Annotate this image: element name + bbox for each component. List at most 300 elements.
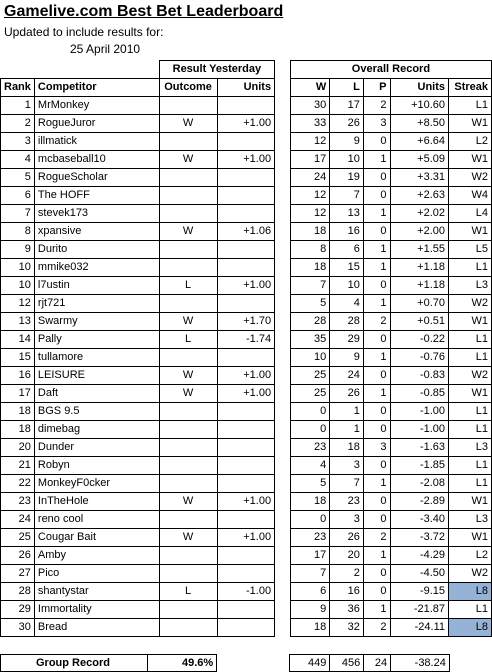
competitor-cell: illmatick xyxy=(34,133,159,151)
outcome-cell xyxy=(159,259,217,277)
losses-cell: 26 xyxy=(330,115,364,133)
competitor-cell: LEISURE xyxy=(34,367,159,385)
units-cell: -4.29 xyxy=(390,547,449,565)
table-row xyxy=(1,133,492,151)
units-yesterday-cell xyxy=(217,169,275,187)
table-row xyxy=(1,169,492,187)
competitor-cell: reno cool xyxy=(34,511,159,529)
competitor-cell: MonkeyF0cker xyxy=(34,475,159,493)
header-streak: Streak xyxy=(449,79,492,97)
losses-cell: 1 xyxy=(330,403,364,421)
table-row xyxy=(1,331,492,349)
rank-cell: 6 xyxy=(1,187,35,205)
losses-cell: 3 xyxy=(330,511,364,529)
table-row xyxy=(1,475,492,493)
streak-cell: W2 xyxy=(449,169,492,187)
rank-cell: 18 xyxy=(1,421,35,439)
outcome-cell xyxy=(159,547,217,565)
competitor-cell: Cougar Bait xyxy=(34,529,159,547)
units-yesterday-cell xyxy=(217,475,275,493)
outcome-cell xyxy=(159,439,217,457)
wins-cell: 35 xyxy=(290,331,329,349)
losses-cell: 19 xyxy=(330,169,364,187)
header-losses: L xyxy=(330,79,364,97)
rank-cell: 13 xyxy=(1,313,35,331)
units-cell: +2.63 xyxy=(390,187,449,205)
streak-cell: L8 xyxy=(449,583,492,601)
streak-cell: L1 xyxy=(449,475,492,493)
table-row xyxy=(1,295,492,313)
group-record-footer xyxy=(0,654,492,672)
table-row xyxy=(1,619,492,637)
competitor-cell: Bread xyxy=(34,619,159,637)
pushes-cell: 0 xyxy=(363,565,390,583)
pushes-cell: 1 xyxy=(363,547,390,565)
pushes-cell: 1 xyxy=(363,151,390,169)
competitor-cell: stevek173 xyxy=(34,205,159,223)
competitor-cell: mmike032 xyxy=(34,259,159,277)
pushes-cell: 2 xyxy=(363,97,390,115)
losses-cell: 36 xyxy=(330,601,364,619)
losses-cell: 17 xyxy=(330,97,364,115)
rank-cell: 10 xyxy=(1,277,35,295)
outcome-cell: W xyxy=(159,367,217,385)
group-record-pct: 49.6% xyxy=(147,655,217,672)
outcome-cell xyxy=(159,295,217,313)
outcome-cell xyxy=(159,205,217,223)
units-cell: -24.11 xyxy=(390,619,449,637)
wins-cell: 5 xyxy=(290,475,329,493)
competitor-cell: Amby xyxy=(34,547,159,565)
table-row xyxy=(1,97,492,115)
streak-cell: L1 xyxy=(449,349,492,367)
streak-cell: W1 xyxy=(449,151,492,169)
header-units: Units xyxy=(390,79,449,97)
losses-cell: 32 xyxy=(330,619,364,637)
units-cell: +10.60 xyxy=(390,97,449,115)
spacer-cell xyxy=(275,493,291,511)
wins-cell: 0 xyxy=(290,403,329,421)
losses-cell: 15 xyxy=(330,259,364,277)
pushes-cell: 0 xyxy=(363,511,390,529)
streak-cell: W1 xyxy=(449,313,492,331)
outcome-cell xyxy=(159,475,217,493)
units-cell: +2.02 xyxy=(390,205,449,223)
competitor-cell: InTheHole xyxy=(34,493,159,511)
wins-cell: 18 xyxy=(290,223,329,241)
spacer-cell xyxy=(275,169,291,187)
units-yesterday-cell: +1.00 xyxy=(217,493,275,511)
group-result-yesterday: Result Yesterday xyxy=(159,61,274,79)
units-yesterday-cell xyxy=(217,241,275,259)
header-pushes: P xyxy=(363,79,390,97)
wins-cell: 18 xyxy=(290,619,329,637)
outcome-cell xyxy=(159,457,217,475)
rank-cell: 9 xyxy=(1,241,35,259)
group-record-losses: 456 xyxy=(330,655,364,672)
units-yesterday-cell xyxy=(217,295,275,313)
wins-cell: 0 xyxy=(290,511,329,529)
streak-cell: L1 xyxy=(449,457,492,475)
wins-cell: 5 xyxy=(290,295,329,313)
rank-cell: 20 xyxy=(1,439,35,457)
competitor-cell: MrMonkey xyxy=(34,97,159,115)
competitor-cell: xpansive xyxy=(34,223,159,241)
streak-cell: W2 xyxy=(449,295,492,313)
header-units-yesterday: Units xyxy=(217,79,275,97)
outcome-cell: W xyxy=(159,493,217,511)
spacer-cell xyxy=(275,259,291,277)
competitor-cell: Pally xyxy=(34,331,159,349)
group-overall-record: Overall Record xyxy=(290,61,491,79)
rank-cell: 27 xyxy=(1,565,35,583)
competitor-cell: l7ustin xyxy=(34,277,159,295)
units-cell: +0.51 xyxy=(390,313,449,331)
units-yesterday-cell: +1.06 xyxy=(217,223,275,241)
spacer-cell xyxy=(275,457,291,475)
wins-cell: 30 xyxy=(290,97,329,115)
streak-cell: L3 xyxy=(449,277,492,295)
table-row xyxy=(1,115,492,133)
table-row xyxy=(1,493,492,511)
wins-cell: 18 xyxy=(290,259,329,277)
units-yesterday-cell xyxy=(217,187,275,205)
outcome-cell xyxy=(159,403,217,421)
units-yesterday-cell xyxy=(217,511,275,529)
units-yesterday-cell xyxy=(217,97,275,115)
wins-cell: 9 xyxy=(290,601,329,619)
losses-cell: 1 xyxy=(330,421,364,439)
units-cell: +1.18 xyxy=(390,277,449,295)
rank-cell: 24 xyxy=(1,511,35,529)
outcome-cell: W xyxy=(159,151,217,169)
table-row xyxy=(1,241,492,259)
table-row xyxy=(1,403,492,421)
spacer-cell xyxy=(275,241,291,259)
table-row xyxy=(1,439,492,457)
spacer-cell xyxy=(275,475,291,493)
table-row xyxy=(1,259,492,277)
table-row xyxy=(1,457,492,475)
table-row xyxy=(1,511,492,529)
outcome-cell xyxy=(159,565,217,583)
units-cell: +1.18 xyxy=(390,259,449,277)
losses-cell: 20 xyxy=(330,547,364,565)
units-yesterday-cell: -1.74 xyxy=(217,331,275,349)
spacer-cell xyxy=(275,439,291,457)
competitor-cell: Daft xyxy=(34,385,159,403)
competitor-cell: tullamore xyxy=(34,349,159,367)
losses-cell: 7 xyxy=(330,475,364,493)
rank-cell: 22 xyxy=(1,475,35,493)
pushes-cell: 0 xyxy=(363,331,390,349)
table-row xyxy=(1,421,492,439)
pushes-cell: 0 xyxy=(363,457,390,475)
spacer-cell xyxy=(275,601,291,619)
rank-cell: 16 xyxy=(1,367,35,385)
streak-cell: W2 xyxy=(449,565,492,583)
competitor-cell: Swarmy xyxy=(34,313,159,331)
spacer-cell xyxy=(275,277,291,295)
table-row xyxy=(1,187,492,205)
table-row xyxy=(1,385,492,403)
update-note: Updated to include results for: xyxy=(4,25,164,39)
page-title: Gamelive.com Best Bet Leaderboard xyxy=(4,3,284,20)
units-yesterday-cell xyxy=(217,259,275,277)
table-row xyxy=(1,565,492,583)
outcome-cell xyxy=(159,133,217,151)
wins-cell: 10 xyxy=(290,349,329,367)
losses-cell: 24 xyxy=(330,367,364,385)
competitor-cell: Pico xyxy=(34,565,159,583)
units-cell: -4.50 xyxy=(390,565,449,583)
group-header-row xyxy=(1,61,492,79)
rank-cell: 14 xyxy=(1,331,35,349)
wins-cell: 7 xyxy=(290,565,329,583)
pushes-cell: 1 xyxy=(363,475,390,493)
wins-cell: 12 xyxy=(290,205,329,223)
pushes-cell: 1 xyxy=(363,601,390,619)
losses-cell: 23 xyxy=(330,493,364,511)
units-yesterday-cell xyxy=(217,457,275,475)
pushes-cell: 1 xyxy=(363,205,390,223)
streak-cell: L2 xyxy=(449,547,492,565)
wins-cell: 4 xyxy=(290,457,329,475)
competitor-cell: BGS 9.5 xyxy=(34,403,159,421)
header-outcome: Outcome xyxy=(159,79,217,97)
wins-cell: 28 xyxy=(290,313,329,331)
rank-cell: 3 xyxy=(1,133,35,151)
wins-cell: 17 xyxy=(290,151,329,169)
rank-cell: 1 xyxy=(1,97,35,115)
table-row xyxy=(1,313,492,331)
pushes-cell: 0 xyxy=(363,367,390,385)
outcome-cell xyxy=(159,169,217,187)
losses-cell: 16 xyxy=(330,583,364,601)
units-cell: +0.70 xyxy=(390,295,449,313)
pushes-cell: 2 xyxy=(363,619,390,637)
pushes-cell: 3 xyxy=(363,115,390,133)
outcome-cell xyxy=(159,97,217,115)
competitor-cell: RogueJuror xyxy=(34,115,159,133)
group-record-units: -38.24 xyxy=(391,655,450,672)
units-cell: -1.63 xyxy=(390,439,449,457)
spacer-cell xyxy=(275,187,291,205)
units-cell: +5.09 xyxy=(390,151,449,169)
outcome-cell: W xyxy=(159,115,217,133)
outcome-cell: L xyxy=(159,277,217,295)
losses-cell: 26 xyxy=(330,529,364,547)
units-yesterday-cell xyxy=(217,349,275,367)
outcome-cell xyxy=(159,187,217,205)
rank-cell: 28 xyxy=(1,583,35,601)
spacer-cell xyxy=(275,295,291,313)
losses-cell: 4 xyxy=(330,295,364,313)
units-yesterday-cell xyxy=(217,133,275,151)
table-row xyxy=(1,223,492,241)
wins-cell: 23 xyxy=(290,529,329,547)
table-row xyxy=(1,277,492,295)
group-record-label: Group Record xyxy=(1,655,148,672)
pushes-cell: 0 xyxy=(363,493,390,511)
losses-cell: 9 xyxy=(330,133,364,151)
rank-cell: 15 xyxy=(1,349,35,367)
streak-cell: L5 xyxy=(449,241,492,259)
leaderboard-table xyxy=(0,60,492,637)
spacer-cell xyxy=(275,205,291,223)
outcome-cell: L xyxy=(159,331,217,349)
wins-cell: 33 xyxy=(290,115,329,133)
streak-cell: L3 xyxy=(449,511,492,529)
losses-cell: 10 xyxy=(330,151,364,169)
streak-cell: L1 xyxy=(449,331,492,349)
streak-cell: L1 xyxy=(449,403,492,421)
streak-cell: W1 xyxy=(449,115,492,133)
units-yesterday-cell xyxy=(217,565,275,583)
table-row xyxy=(1,547,492,565)
rank-cell: 12 xyxy=(1,295,35,313)
rank-cell: 26 xyxy=(1,547,35,565)
units-yesterday-cell xyxy=(217,619,275,637)
outcome-cell xyxy=(159,241,217,259)
wins-cell: 12 xyxy=(290,133,329,151)
outcome-cell: W xyxy=(159,313,217,331)
rank-cell: 30 xyxy=(1,619,35,637)
outcome-cell: W xyxy=(159,385,217,403)
spacer-cell xyxy=(275,421,291,439)
pushes-cell: 0 xyxy=(363,223,390,241)
units-yesterday-cell xyxy=(217,439,275,457)
units-cell: +1.55 xyxy=(390,241,449,259)
outcome-cell: W xyxy=(159,529,217,547)
outcome-cell xyxy=(159,349,217,367)
competitor-cell: Dunder xyxy=(34,439,159,457)
losses-cell: 3 xyxy=(330,457,364,475)
outcome-cell xyxy=(159,421,217,439)
units-cell: -3.40 xyxy=(390,511,449,529)
spacer-cell xyxy=(275,97,291,115)
competitor-cell: rjt721 xyxy=(34,295,159,313)
rank-cell: 29 xyxy=(1,601,35,619)
wins-cell: 0 xyxy=(290,421,329,439)
rank-cell: 4 xyxy=(1,151,35,169)
rank-cell: 2 xyxy=(1,115,35,133)
pushes-cell: 0 xyxy=(363,169,390,187)
table-row xyxy=(1,205,492,223)
units-cell: -0.76 xyxy=(390,349,449,367)
wins-cell: 7 xyxy=(290,277,329,295)
streak-cell: W1 xyxy=(449,493,492,511)
spacer-cell xyxy=(275,529,291,547)
units-cell: +3.31 xyxy=(390,169,449,187)
streak-cell: W1 xyxy=(449,529,492,547)
losses-cell: 10 xyxy=(330,277,364,295)
units-yesterday-cell xyxy=(217,421,275,439)
units-yesterday-cell: +1.00 xyxy=(217,385,275,403)
table-row xyxy=(1,601,492,619)
losses-cell: 13 xyxy=(330,205,364,223)
update-date: 25 April 2010 xyxy=(70,42,141,56)
losses-cell: 28 xyxy=(330,313,364,331)
units-cell: +2.00 xyxy=(390,223,449,241)
competitor-cell: mcbaseball10 xyxy=(34,151,159,169)
units-cell: -21.87 xyxy=(390,601,449,619)
units-cell: -3.72 xyxy=(390,529,449,547)
wins-cell: 6 xyxy=(290,583,329,601)
spacer-cell xyxy=(275,367,291,385)
losses-cell: 29 xyxy=(330,331,364,349)
competitor-cell: shantystar xyxy=(34,583,159,601)
streak-cell: L2 xyxy=(449,133,492,151)
spacer-cell xyxy=(275,133,291,151)
units-cell: -0.22 xyxy=(390,331,449,349)
losses-cell: 26 xyxy=(330,385,364,403)
units-cell: -0.85 xyxy=(390,385,449,403)
rank-cell: 23 xyxy=(1,493,35,511)
spacer-cell xyxy=(275,619,291,637)
streak-cell: W1 xyxy=(449,223,492,241)
outcome-cell: L xyxy=(159,583,217,601)
wins-cell: 12 xyxy=(290,187,329,205)
competitor-cell: Durito xyxy=(34,241,159,259)
rank-cell: 8 xyxy=(1,223,35,241)
pushes-cell: 0 xyxy=(363,421,390,439)
spacer-cell xyxy=(275,385,291,403)
spacer-cell xyxy=(275,151,291,169)
rank-cell: 21 xyxy=(1,457,35,475)
wins-cell: 18 xyxy=(290,493,329,511)
spacer-cell xyxy=(275,349,291,367)
rank-cell: 7 xyxy=(1,205,35,223)
units-yesterday-cell: +1.00 xyxy=(217,115,275,133)
pushes-cell: 0 xyxy=(363,583,390,601)
wins-cell: 24 xyxy=(290,169,329,187)
units-cell: -2.08 xyxy=(390,475,449,493)
rank-cell: 18 xyxy=(1,403,35,421)
streak-cell: L1 xyxy=(449,97,492,115)
rank-cell: 10 xyxy=(1,259,35,277)
group-record-wins: 449 xyxy=(290,655,330,672)
competitor-cell: dimebag xyxy=(34,421,159,439)
pushes-cell: 1 xyxy=(363,241,390,259)
rank-cell: 5 xyxy=(1,169,35,187)
outcome-cell xyxy=(159,511,217,529)
table-row xyxy=(1,349,492,367)
pushes-cell: 3 xyxy=(363,439,390,457)
wins-cell: 23 xyxy=(290,439,329,457)
units-cell: -9.15 xyxy=(390,583,449,601)
units-yesterday-cell xyxy=(217,547,275,565)
streak-cell: L3 xyxy=(449,439,492,457)
pushes-cell: 1 xyxy=(363,349,390,367)
units-yesterday-cell xyxy=(217,601,275,619)
units-yesterday-cell xyxy=(217,403,275,421)
streak-cell: W1 xyxy=(449,385,492,403)
pushes-cell: 1 xyxy=(363,259,390,277)
units-cell: -2.89 xyxy=(390,493,449,511)
competitor-cell: RogueScholar xyxy=(34,169,159,187)
units-cell: -1.00 xyxy=(390,421,449,439)
column-header-row xyxy=(1,79,492,97)
losses-cell: 18 xyxy=(330,439,364,457)
pushes-cell: 1 xyxy=(363,385,390,403)
wins-cell: 25 xyxy=(290,385,329,403)
rank-cell: 25 xyxy=(1,529,35,547)
pushes-cell: 0 xyxy=(363,187,390,205)
spacer-cell xyxy=(275,403,291,421)
table-row xyxy=(1,367,492,385)
pushes-cell: 0 xyxy=(363,133,390,151)
